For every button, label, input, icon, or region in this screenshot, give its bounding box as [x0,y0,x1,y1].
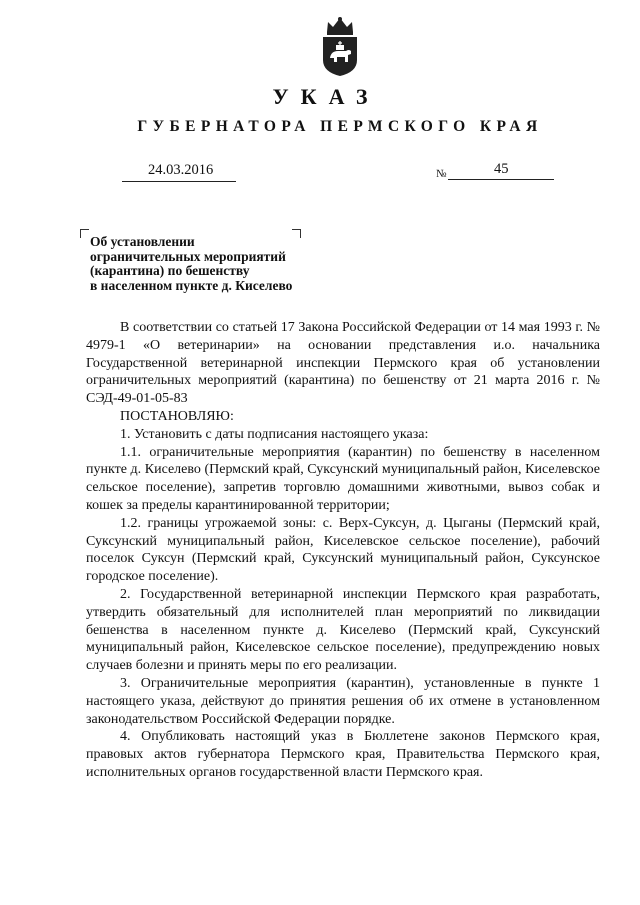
document-date: 24.03.2016 [148,162,214,178]
subject-corner-left [80,229,89,238]
document-number: 45 [494,161,509,177]
subject-line: ограничительных мероприятий [90,248,286,264]
document-title: УКАЗ [272,84,380,109]
subject-line: в населенном пункте д. Киселево [90,277,293,293]
decree-word: ПОСТАНОВЛЯЮ: [120,408,234,424]
document-body [86,319,600,782]
number-underline [448,179,554,180]
clause-2: 2. Государственной ветеринарной инспекции Пермского края разработать, утвердить обязательный для исполнителей план мероприятий по ликвидации бешенства в населенном пункте д. Киселево (Пермский край, Суксунский муниципальный район, Киселевское сельское поселение), предупреждению новых случаев болезни и принять меры по его реализации. [86,586,600,674]
subject-line: (карантина) по бешенству [90,263,250,278]
subject-line: Об установлении [90,234,195,249]
clause-1: 1. Установить с даты подписания настоящего указа: [120,426,429,442]
perm-krai-coat-of-arms-icon [318,14,362,78]
clause-1-1: 1.1. ограничительные мероприятия (карантин) по бешенству в населенном пункте д. Киселево (Пермский край, Суксунский муниципальный район, Киселевское сельское поселение), запретив торговлю домашними животными, вывоз собак и кошек за пределы карантинированной территории; [86,444,600,513]
date-underline [122,181,236,182]
preamble-paragraph: В соответствии со статьей 17 Закона Российской Федерации от 14 мая 1993 г. № 4979-1 «О ветеринарии» на основании представления и.о. начальника Государственной ветеринарной инспекции Пермского края об установлении ограничительных мероприятий (карантина) по бешенству от 21 марта 2016 г. № СЭД-49-01-05-83 [86,320,600,407]
clause-1-2: 1.2. границы угрожаемой зоны: с. Верх-Суксун, д. Цыганы (Пермский край, Суксунский муниципальный район, Киселевское сельское поселение), рабочий поселок Суксун (Пермский край, Суксунский муниципальный район, Суксунское городское поселение). [86,515,600,585]
document-subtitle: ГУБЕРНАТОРА ПЕРМСКОГО КРАЯ [137,118,543,135]
document-subject [90,235,350,293]
clause-4: 4. Опубликовать настоящий указ в Бюллетене законов Пермского края, правовых актов губернатора Пермского края, Правительства Пермского края, исполнительных органов государственной власти Пермского края. [86,729,600,780]
number-sign: № [436,168,447,180]
clause-3: 3. Ограничительные мероприятия (карантин), установленные в пункте 1 настоящего указа, действуют до принятия решения об их отмене в установленном законодательством Российской Федерации порядке. [86,675,600,727]
